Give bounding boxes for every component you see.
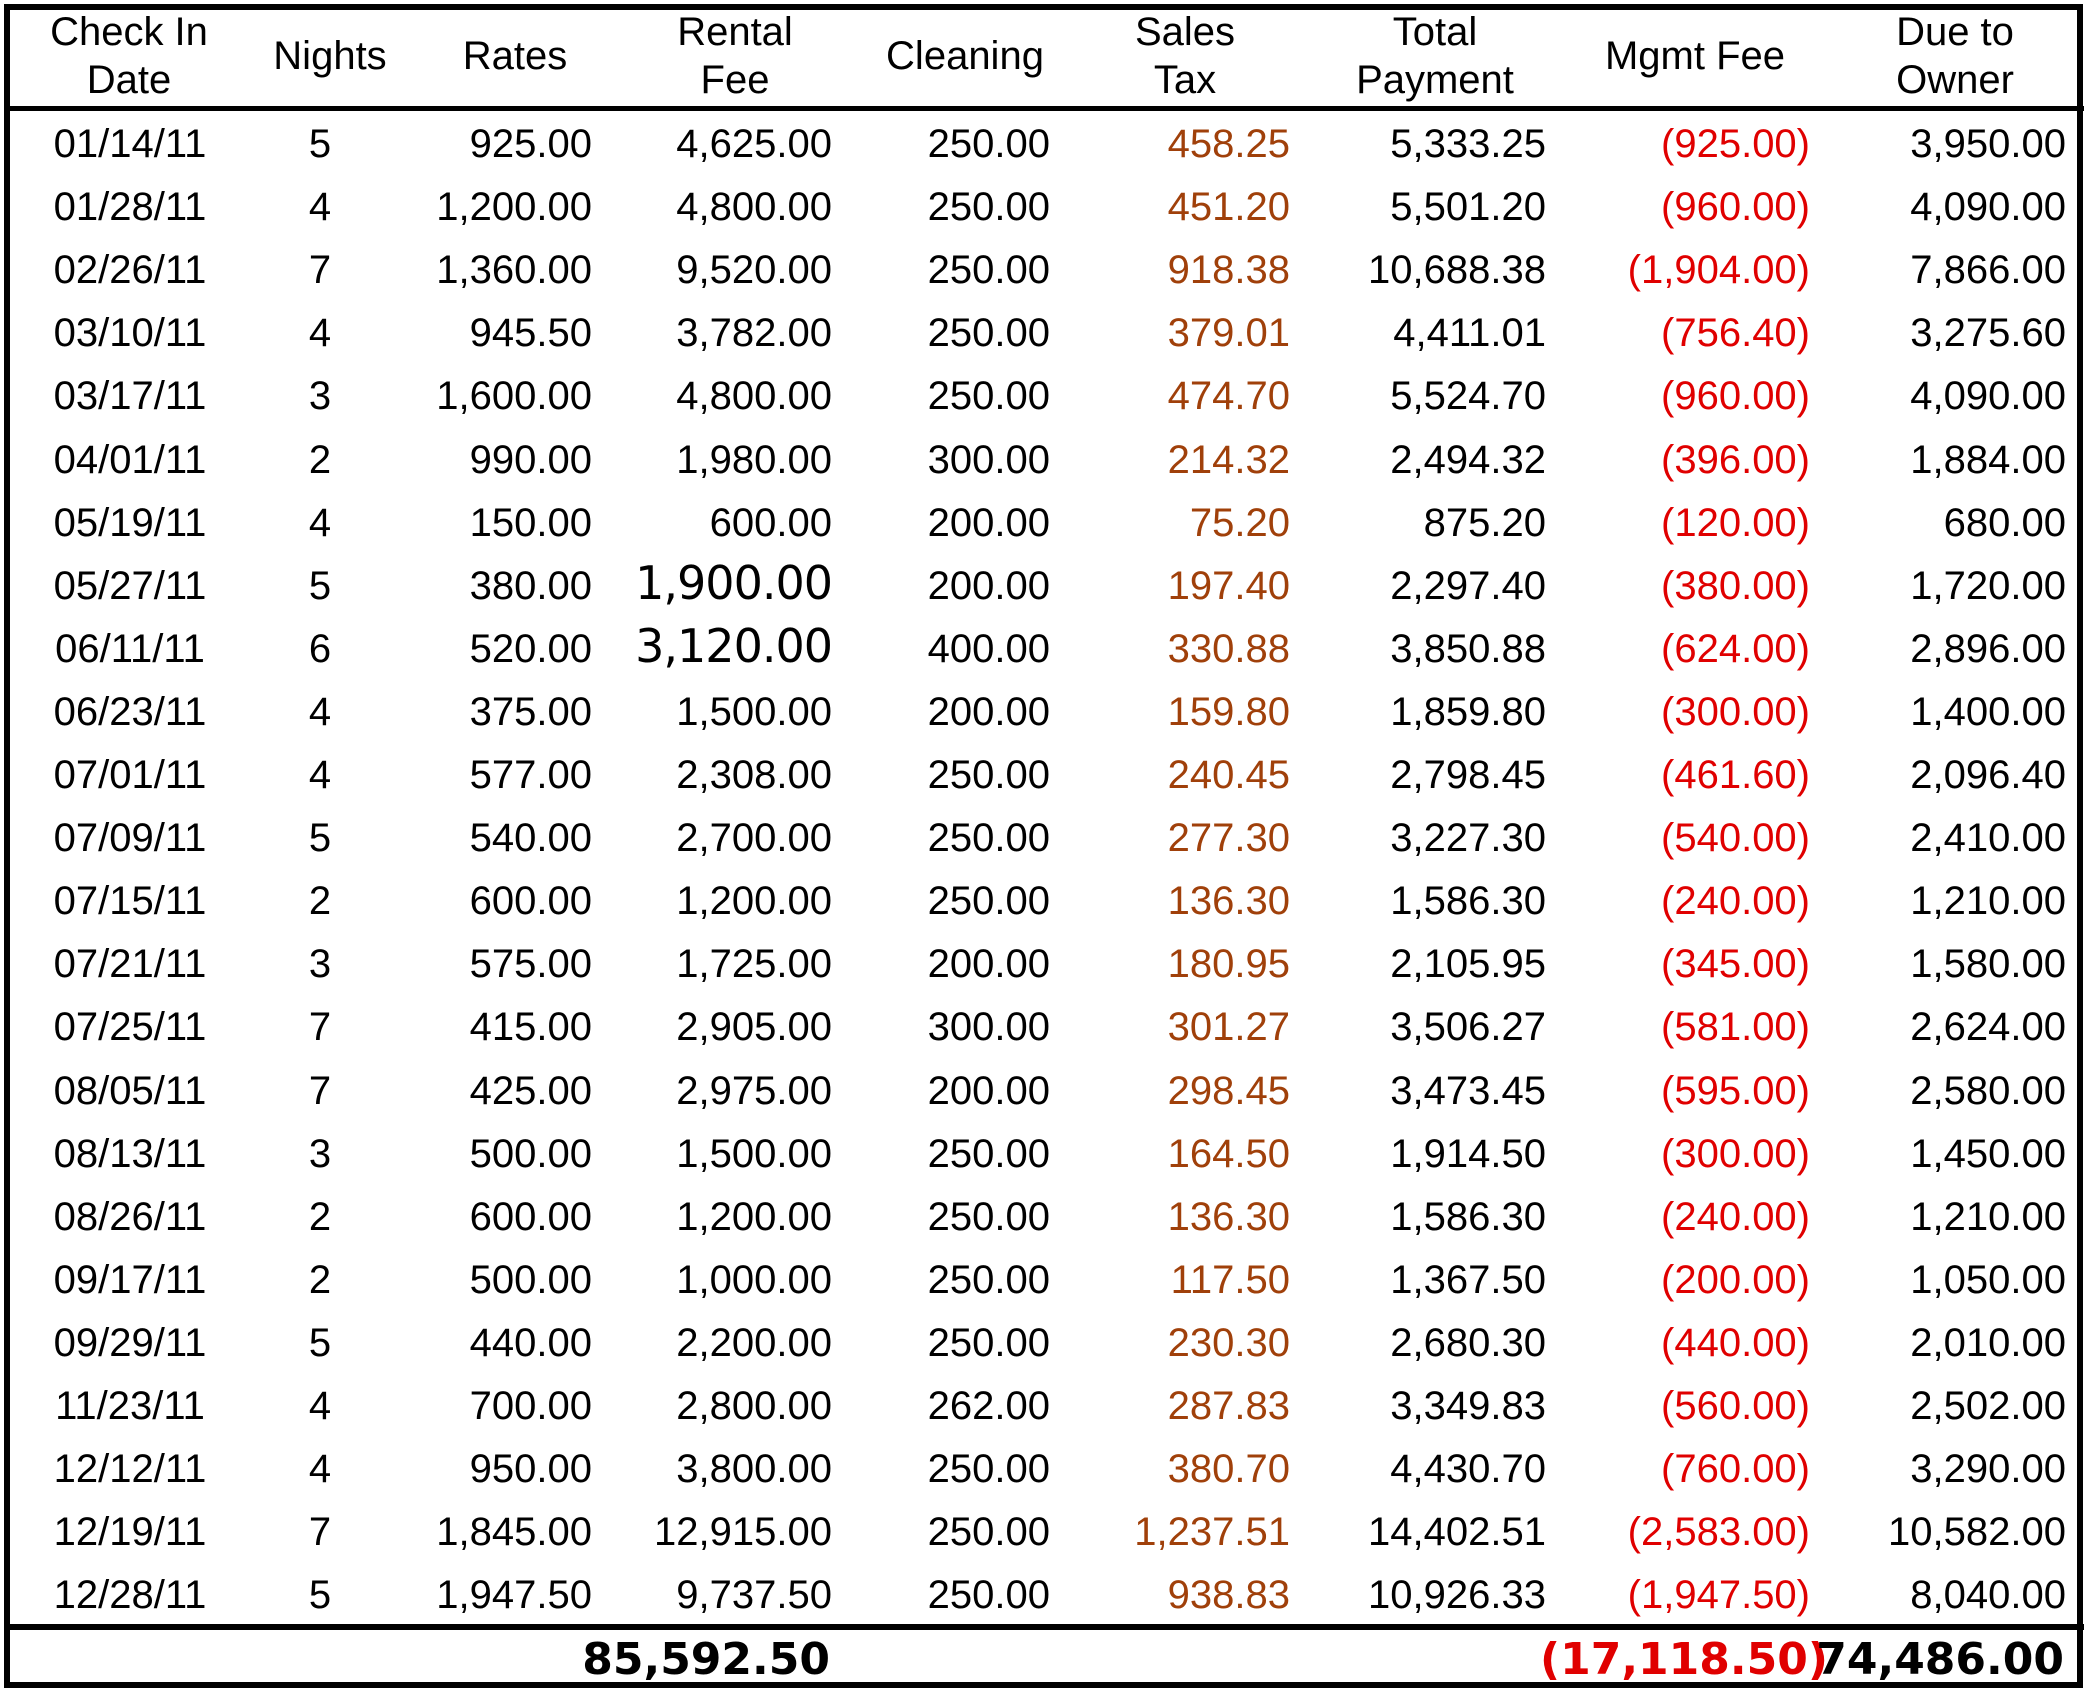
- cell-due-to-owner: 3,950.00: [1910, 122, 2066, 166]
- cell-rates: 440.00: [469, 1320, 592, 1365]
- cell-sales-tax: 136.30: [1167, 1194, 1290, 1239]
- cell-cleaning: 250.00: [927, 1447, 1050, 1492]
- cell-cleaning: 200.00: [927, 689, 1050, 734]
- cell-sales-tax: 197.40: [1167, 563, 1290, 608]
- cell-rates: 600.00: [469, 879, 592, 924]
- cell-due-to-owner: 1,720.00: [1910, 563, 2066, 608]
- cell-rental-fee: 1,900.00: [635, 555, 832, 610]
- cell-sales-tax: 136.30: [1167, 879, 1290, 924]
- header-mgmt-fee: Mgmt Fee: [1604, 34, 1786, 78]
- cell-sales-tax: 298.45: [1167, 1068, 1290, 1113]
- cell-rental-fee: 9,520.00: [676, 248, 832, 293]
- cell-sales-tax: 117.50: [1170, 1257, 1290, 1302]
- cell-total-payment: 3,349.83: [1390, 1384, 1546, 1428]
- cell-total-payment: 1,367.50: [1390, 1257, 1546, 1302]
- cell-mgmt-fee: (120.00): [1661, 500, 1810, 545]
- cell-check-in-date: 07/09/11: [53, 816, 207, 861]
- cell-check-in-date: 07/25/11: [53, 1005, 207, 1050]
- cell-rates: 1,600.00: [436, 374, 592, 419]
- cell-nights: 7: [308, 1510, 332, 1555]
- total-rental-fee: 85,592.50: [582, 1634, 830, 1685]
- cell-total-payment: 2,680.30: [1390, 1320, 1546, 1365]
- cell-cleaning: 300.00: [927, 437, 1050, 482]
- cell-mgmt-fee: (440.00): [1661, 1320, 1810, 1365]
- cell-sales-tax: 240.45: [1167, 753, 1290, 797]
- cell-total-payment: 2,494.32: [1390, 437, 1546, 482]
- cell-due-to-owner: 4,090.00: [1910, 185, 2066, 230]
- cell-rates: 150.00: [469, 500, 592, 545]
- cell-nights: 4: [308, 500, 332, 545]
- header-due-to-owner: Due to Owner: [1896, 10, 2014, 102]
- cell-rates: 577.00: [469, 753, 592, 797]
- cell-nights: 7: [308, 248, 332, 293]
- cell-cleaning: 250.00: [927, 753, 1050, 797]
- cell-total-payment: 3,506.27: [1390, 1005, 1546, 1050]
- cell-rental-fee: 1,500.00: [676, 1131, 832, 1176]
- cell-due-to-owner: 2,096.40: [1910, 753, 2066, 797]
- cell-cleaning: 300.00: [927, 1005, 1050, 1050]
- cell-check-in-date: 08/13/11: [53, 1131, 207, 1176]
- cell-total-payment: 5,524.70: [1390, 374, 1546, 419]
- cell-check-in-date: 09/17/11: [53, 1257, 207, 1302]
- cell-cleaning: 250.00: [927, 816, 1050, 861]
- cell-mgmt-fee: (756.40): [1661, 311, 1810, 356]
- cell-cleaning: 250.00: [927, 311, 1050, 356]
- cell-rates: 415.00: [469, 1005, 592, 1050]
- cell-rates: 575.00: [469, 942, 592, 987]
- cell-rental-fee: 9,737.50: [676, 1573, 832, 1618]
- cell-due-to-owner: 1,580.00: [1910, 942, 2066, 987]
- cell-rental-fee: 3,120.00: [635, 618, 832, 673]
- cell-total-payment: 875.20: [1423, 500, 1546, 545]
- cell-rental-fee: 3,782.00: [676, 311, 832, 356]
- cell-mgmt-fee: (1,904.00): [1627, 248, 1810, 293]
- cell-rental-fee: 3,800.00: [676, 1447, 832, 1492]
- cell-nights: 4: [308, 311, 332, 356]
- cell-total-payment: 10,926.33: [1368, 1573, 1546, 1618]
- cell-total-payment: 5,501.20: [1390, 185, 1546, 230]
- cell-nights: 4: [308, 1384, 332, 1428]
- cell-nights: 2: [308, 437, 332, 482]
- cell-due-to-owner: 1,884.00: [1910, 437, 2066, 482]
- cell-nights: 6: [308, 626, 332, 671]
- cell-mgmt-fee: (240.00): [1661, 1194, 1810, 1239]
- cell-cleaning: 250.00: [927, 1320, 1050, 1365]
- total-mgmt-fee: (17,118.50): [1540, 1634, 1828, 1685]
- cell-rental-fee: 1,500.00: [676, 689, 832, 734]
- cell-due-to-owner: 3,275.60: [1910, 311, 2066, 356]
- cell-due-to-owner: 1,210.00: [1910, 1194, 2066, 1239]
- cell-sales-tax: 164.50: [1167, 1131, 1290, 1176]
- cell-sales-tax: 214.32: [1167, 437, 1290, 482]
- cell-due-to-owner: 680.00: [1943, 500, 2066, 545]
- cell-cleaning: 250.00: [927, 1510, 1050, 1555]
- cell-rates: 1,360.00: [436, 248, 592, 293]
- cell-sales-tax: 180.95: [1167, 942, 1290, 987]
- header-check-in-date: Check In Date: [50, 10, 208, 102]
- cell-rates: 990.00: [469, 437, 592, 482]
- cell-sales-tax: 159.80: [1167, 689, 1290, 734]
- cell-mgmt-fee: (2,583.00): [1627, 1510, 1810, 1555]
- cell-rental-fee: 1,200.00: [676, 1194, 832, 1239]
- cell-total-payment: 10,688.38: [1368, 248, 1546, 293]
- cell-mgmt-fee: (396.00): [1661, 437, 1810, 482]
- cell-nights: 5: [308, 563, 332, 608]
- cell-rates: 500.00: [469, 1257, 592, 1302]
- cell-rates: 380.00: [469, 563, 592, 608]
- cell-cleaning: 250.00: [927, 185, 1050, 230]
- cell-mgmt-fee: (345.00): [1661, 942, 1810, 987]
- cell-rates: 520.00: [469, 626, 592, 671]
- cell-nights: 2: [308, 1257, 332, 1302]
- cell-nights: 3: [308, 942, 332, 987]
- cell-mgmt-fee: (760.00): [1661, 1447, 1810, 1492]
- cell-mgmt-fee: (461.60): [1661, 753, 1810, 797]
- cell-due-to-owner: 2,010.00: [1910, 1320, 2066, 1365]
- cell-check-in-date: 12/28/11: [53, 1573, 207, 1618]
- cell-nights: 5: [308, 1320, 332, 1365]
- cell-mgmt-fee: (595.00): [1661, 1068, 1810, 1113]
- cell-rental-fee: 2,200.00: [676, 1320, 832, 1365]
- cell-check-in-date: 07/15/11: [53, 879, 207, 924]
- cell-total-payment: 1,586.30: [1390, 1194, 1546, 1239]
- header-total-payment: Total Payment: [1356, 10, 1514, 102]
- cell-total-payment: 3,850.88: [1390, 626, 1546, 671]
- cell-mgmt-fee: (925.00): [1661, 122, 1810, 166]
- cell-nights: 5: [308, 122, 332, 166]
- cell-check-in-date: 01/14/11: [53, 122, 207, 166]
- cell-nights: 2: [308, 879, 332, 924]
- cell-nights: 4: [308, 689, 332, 734]
- cell-sales-tax: 287.83: [1167, 1384, 1290, 1428]
- cell-check-in-date: 12/12/11: [53, 1447, 207, 1492]
- cell-total-payment: 1,586.30: [1390, 879, 1546, 924]
- cell-nights: 5: [308, 1573, 332, 1618]
- cell-nights: 4: [308, 185, 332, 230]
- cell-mgmt-fee: (560.00): [1661, 1384, 1810, 1428]
- cell-check-in-date: 03/17/11: [53, 374, 207, 419]
- cell-due-to-owner: 3,290.00: [1910, 1447, 2066, 1492]
- header-rates: Rates: [462, 34, 568, 78]
- cell-rates: 425.00: [469, 1068, 592, 1113]
- header-nights: Nights: [273, 34, 387, 78]
- cell-rental-fee: 1,000.00: [676, 1257, 832, 1302]
- cell-rates: 700.00: [469, 1384, 592, 1428]
- cell-check-in-date: 07/21/11: [53, 942, 207, 987]
- cell-rental-fee: 4,800.00: [676, 374, 832, 419]
- totals-divider: [4, 1624, 2084, 1630]
- cell-due-to-owner: 2,896.00: [1910, 626, 2066, 671]
- cell-due-to-owner: 1,210.00: [1910, 879, 2066, 924]
- cell-rates: 925.00: [469, 122, 592, 166]
- cell-due-to-owner: 2,502.00: [1910, 1384, 2066, 1428]
- cell-rental-fee: 600.00: [709, 500, 832, 545]
- cell-cleaning: 262.00: [927, 1384, 1050, 1428]
- cell-rates: 1,200.00: [436, 185, 592, 230]
- cell-check-in-date: 11/23/11: [55, 1384, 205, 1428]
- cell-mgmt-fee: (581.00): [1661, 1005, 1810, 1050]
- cell-rental-fee: 2,700.00: [676, 816, 832, 861]
- cell-rental-fee: 2,905.00: [676, 1005, 832, 1050]
- cell-mgmt-fee: (300.00): [1661, 1131, 1810, 1176]
- cell-rental-fee: 4,800.00: [676, 185, 832, 230]
- cell-cleaning: 200.00: [927, 942, 1050, 987]
- cell-nights: 7: [308, 1068, 332, 1113]
- cell-check-in-date: 07/01/11: [53, 753, 207, 797]
- cell-mgmt-fee: (300.00): [1661, 689, 1810, 734]
- cell-sales-tax: 380.70: [1167, 1447, 1290, 1492]
- cell-total-payment: 4,430.70: [1390, 1447, 1546, 1492]
- cell-check-in-date: 06/11/11: [55, 626, 205, 671]
- cell-due-to-owner: 2,410.00: [1910, 816, 2066, 861]
- cell-rates: 600.00: [469, 1194, 592, 1239]
- cell-sales-tax: 379.01: [1167, 311, 1290, 356]
- cell-total-payment: 3,227.30: [1390, 816, 1546, 861]
- cell-cleaning: 200.00: [927, 563, 1050, 608]
- cell-check-in-date: 05/19/11: [53, 500, 207, 545]
- cell-rental-fee: 4,625.00: [676, 122, 832, 166]
- header-rental-fee: Rental Fee: [677, 10, 793, 102]
- cell-check-in-date: 08/05/11: [53, 1068, 207, 1113]
- cell-nights: 4: [308, 753, 332, 797]
- header-sales-tax: Sales Tax: [1134, 10, 1236, 102]
- cell-sales-tax: 330.88: [1167, 626, 1290, 671]
- cell-nights: 5: [308, 816, 332, 861]
- cell-total-payment: 2,297.40: [1390, 563, 1546, 608]
- cell-due-to-owner: 1,400.00: [1910, 689, 2066, 734]
- cell-sales-tax: 301.27: [1167, 1005, 1290, 1050]
- cell-total-payment: 4,411.01: [1393, 311, 1546, 356]
- cell-total-payment: 2,105.95: [1390, 942, 1546, 987]
- cell-check-in-date: 09/29/11: [53, 1320, 207, 1365]
- cell-sales-tax: 474.70: [1167, 374, 1290, 419]
- cell-mgmt-fee: (624.00): [1661, 626, 1810, 671]
- total-due-to-owner: 74,486.00: [1816, 1634, 2064, 1685]
- cell-cleaning: 200.00: [927, 1068, 1050, 1113]
- cell-sales-tax: 230.30: [1167, 1320, 1290, 1365]
- cell-check-in-date: 05/27/11: [53, 563, 207, 608]
- cell-rates: 945.50: [469, 311, 592, 356]
- cell-rates: 1,947.50: [436, 1573, 592, 1618]
- cell-due-to-owner: 2,580.00: [1910, 1068, 2066, 1113]
- cell-due-to-owner: 8,040.00: [1910, 1573, 2066, 1618]
- cell-check-in-date: 01/28/11: [53, 185, 207, 230]
- cell-mgmt-fee: (1,947.50): [1627, 1573, 1810, 1618]
- cell-cleaning: 250.00: [927, 879, 1050, 924]
- cell-cleaning: 250.00: [927, 1131, 1050, 1176]
- cell-due-to-owner: 4,090.00: [1910, 374, 2066, 419]
- cell-due-to-owner: 10,582.00: [1888, 1510, 2066, 1555]
- cell-cleaning: 400.00: [927, 626, 1050, 671]
- header-cleaning: Cleaning: [886, 34, 1044, 78]
- cell-rates: 1,845.00: [436, 1510, 592, 1555]
- cell-cleaning: 250.00: [927, 248, 1050, 293]
- cell-sales-tax: 458.25: [1167, 122, 1290, 166]
- cell-mgmt-fee: (960.00): [1661, 374, 1810, 419]
- cell-cleaning: 250.00: [927, 1573, 1050, 1618]
- cell-sales-tax: 451.20: [1167, 185, 1290, 230]
- cell-rates: 500.00: [469, 1131, 592, 1176]
- cell-sales-tax: 75.20: [1189, 500, 1290, 545]
- cell-mgmt-fee: (380.00): [1661, 563, 1810, 608]
- cell-total-payment: 5,333.25: [1390, 122, 1546, 166]
- cell-rental-fee: 1,725.00: [676, 942, 832, 987]
- cell-sales-tax: 938.83: [1167, 1573, 1290, 1618]
- cell-cleaning: 250.00: [927, 1194, 1050, 1239]
- cell-cleaning: 250.00: [927, 374, 1050, 419]
- cell-nights: 3: [308, 1131, 332, 1176]
- cell-nights: 7: [308, 1005, 332, 1050]
- cell-cleaning: 200.00: [927, 500, 1050, 545]
- cell-total-payment: 2,798.45: [1390, 753, 1546, 797]
- cell-cleaning: 250.00: [927, 1257, 1050, 1302]
- cell-mgmt-fee: (200.00): [1661, 1257, 1810, 1302]
- cell-mgmt-fee: (960.00): [1661, 185, 1810, 230]
- cell-check-in-date: 02/26/11: [53, 248, 207, 293]
- cell-check-in-date: 03/10/11: [53, 311, 207, 356]
- cell-due-to-owner: 2,624.00: [1910, 1005, 2066, 1050]
- cell-nights: 3: [308, 374, 332, 419]
- cell-rental-fee: 2,800.00: [676, 1384, 832, 1428]
- cell-check-in-date: 08/26/11: [53, 1194, 207, 1239]
- cell-mgmt-fee: (240.00): [1661, 879, 1810, 924]
- cell-rental-fee: 1,200.00: [676, 879, 832, 924]
- cell-mgmt-fee: (540.00): [1661, 816, 1810, 861]
- cell-rental-fee: 12,915.00: [654, 1510, 832, 1555]
- cell-check-in-date: 12/19/11: [53, 1510, 207, 1555]
- cell-due-to-owner: 7,866.00: [1910, 248, 2066, 293]
- cell-total-payment: 3,473.45: [1390, 1068, 1546, 1113]
- cell-rental-fee: 1,980.00: [676, 437, 832, 482]
- cell-rates: 950.00: [469, 1447, 592, 1492]
- cell-due-to-owner: 1,050.00: [1910, 1257, 2066, 1302]
- cell-rates: 375.00: [469, 689, 592, 734]
- cell-total-payment: 1,914.50: [1390, 1131, 1546, 1176]
- cell-sales-tax: 918.38: [1167, 248, 1290, 293]
- cell-nights: 4: [308, 1447, 332, 1492]
- cell-check-in-date: 06/23/11: [53, 689, 207, 734]
- cell-due-to-owner: 1,450.00: [1910, 1131, 2066, 1176]
- cell-nights: 2: [308, 1194, 332, 1239]
- cell-rates: 540.00: [469, 816, 592, 861]
- cell-rental-fee: 2,308.00: [676, 753, 832, 797]
- cell-check-in-date: 04/01/11: [53, 437, 207, 482]
- cell-total-payment: 14,402.51: [1368, 1510, 1546, 1555]
- cell-rental-fee: 2,975.00: [676, 1068, 832, 1113]
- cell-sales-tax: 277.30: [1167, 816, 1290, 861]
- cell-total-payment: 1,859.80: [1390, 689, 1546, 734]
- header-divider: [4, 106, 2084, 111]
- cell-sales-tax: 1,237.51: [1134, 1510, 1290, 1555]
- cell-cleaning: 250.00: [927, 122, 1050, 166]
